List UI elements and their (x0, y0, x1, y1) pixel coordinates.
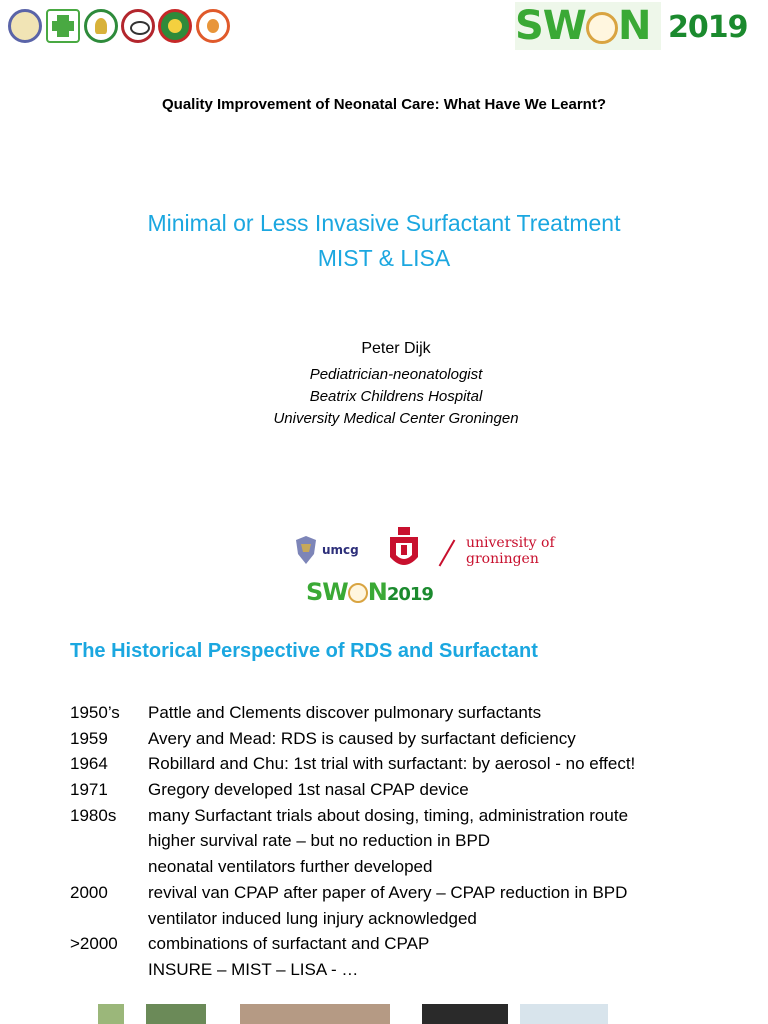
timeline-row (70, 828, 635, 854)
timeline-row (70, 931, 635, 957)
timeline-year: 1959 (70, 728, 108, 748)
emblem-1-icon (8, 9, 42, 43)
timeline-year (70, 854, 148, 880)
timeline-text: Avery and Mead: RDS is caused by surfactant deficiency (148, 728, 576, 748)
emblem-3-icon (84, 9, 118, 43)
timeline-row (70, 854, 635, 880)
author-center: University Medical Center Groningen (273, 410, 519, 427)
timeline-row (70, 957, 635, 983)
timeline-text: revival van CPAP after paper of Avery – CPAP reduction in BPD (148, 882, 628, 902)
umcg-logo-text: umcg (322, 543, 359, 557)
swon-egg-icon (586, 12, 618, 44)
timeline-text: Robillard and Chu: 1st trial with surfactant: by aerosol - no effect! (148, 754, 636, 774)
timeline-text: combinations of surfactant and CPAP (148, 934, 430, 954)
swon-logo-small: SW N2019 (306, 578, 433, 606)
author-name: Peter Dijk (361, 340, 431, 357)
timeline-text: ventilator induced lung injury acknowledged (148, 908, 477, 928)
emblem-5-icon (158, 9, 192, 43)
timeline-year: 1971 (70, 780, 108, 800)
timeline-year (70, 828, 148, 854)
timeline-text: Gregory developed 1st nasal CPAP device (148, 780, 469, 800)
timeline-year: 1980s (70, 805, 117, 825)
author-role: Pediatrician-neonatologist (309, 366, 483, 383)
timeline-year: 1964 (70, 754, 108, 774)
photo-1 (98, 1004, 124, 1024)
talk-title-line-1: Minimal or Less Invasive Surfactant Treatment (147, 210, 621, 236)
timeline-row (70, 751, 635, 777)
timeline-year (70, 957, 148, 983)
timeline-list (70, 700, 635, 983)
photo-4 (422, 1004, 508, 1024)
timeline-year: >2000 (70, 934, 118, 954)
umcg-emblem-icon (292, 534, 320, 568)
photo-5 (520, 1004, 608, 1024)
swon-egg-small-icon (348, 583, 368, 603)
timeline-year: 1950’s (70, 703, 120, 722)
section-heading: The Historical Perspective of RDS and Surfactant (70, 640, 538, 662)
university-groningen-wordmark: university of groningen (466, 535, 555, 567)
timeline-year: 2000 (70, 882, 108, 902)
timeline-row (70, 803, 635, 829)
emblem-4-icon (121, 9, 155, 43)
timeline-row (70, 906, 635, 932)
timeline-text: higher survival rate – but no reduction in BPD (148, 831, 491, 851)
talk-title-line-2: MIST & LISA (317, 245, 451, 271)
timeline-text: INSURE – MIST – LISA - … (148, 959, 359, 979)
conference-title: Quality Improvement of Neonatal Care: What Have We Learnt? (162, 96, 606, 113)
swon-year-header: 2019 (668, 10, 748, 45)
timeline-text: many Surfactant trials about dosing, timing, administration route (148, 805, 629, 825)
emblem-2-icon (46, 9, 80, 43)
photo-2 (146, 1004, 206, 1024)
author-affiliation (0, 364, 768, 430)
timeline-row (70, 880, 635, 906)
author-hospital: Beatrix Childrens Hospital (309, 388, 483, 405)
talk-title (0, 206, 768, 276)
divider-slash (439, 540, 456, 567)
swon-logo-header: SW N (515, 2, 661, 50)
timeline-year (70, 906, 148, 932)
emblem-6-icon (196, 9, 230, 43)
timeline-row (70, 777, 635, 803)
photo-3 (240, 1004, 390, 1024)
timeline-row (70, 726, 635, 752)
timeline-text: Pattle and Clements discover pulmonary surfactants (148, 703, 542, 722)
timeline-row (70, 700, 635, 726)
timeline-text: neonatal ventilators further developed (148, 857, 433, 877)
groningen-crest-icon (388, 527, 420, 573)
